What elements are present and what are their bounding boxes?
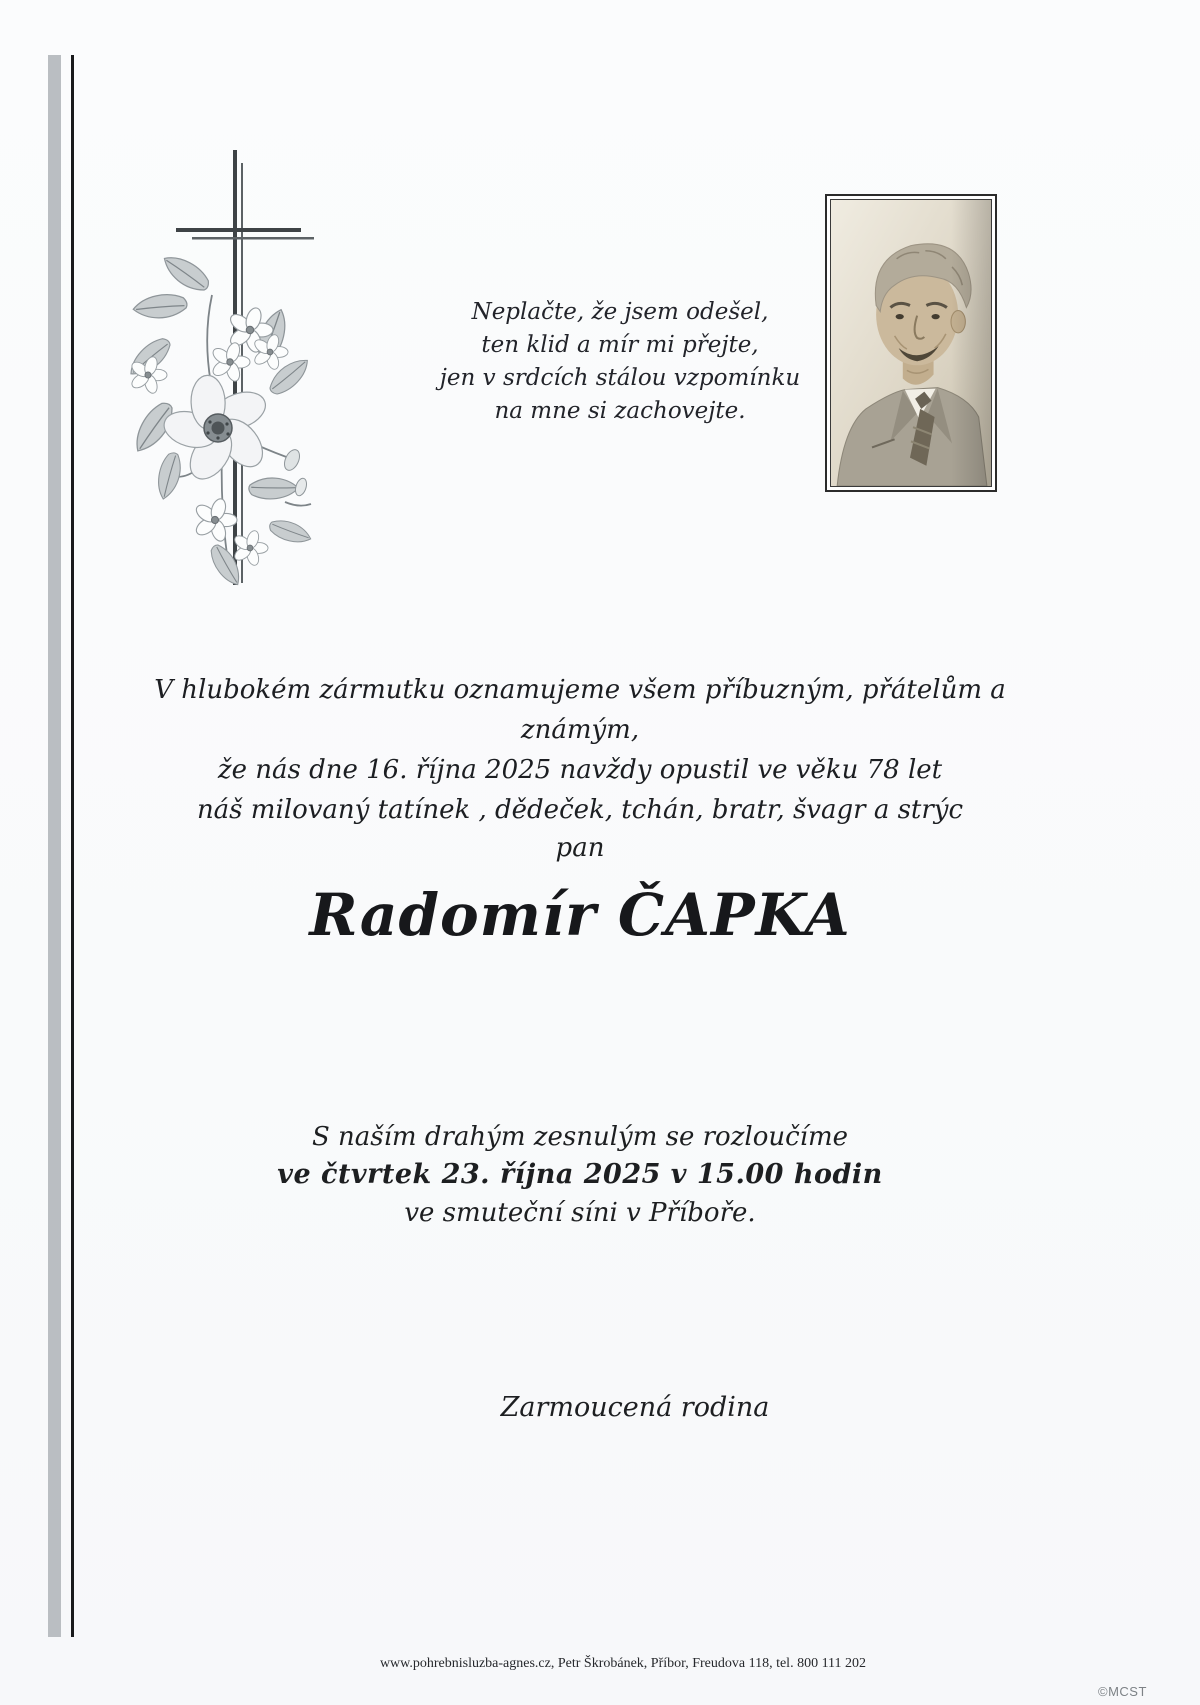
announcement-line: V hlubokém zármutku oznamujeme všem příbuzným, přátelům a známým,: [154, 675, 1006, 745]
left-accent-bar-black: [71, 55, 74, 1637]
farewell-place: ve smuteční síni v Příboře.: [404, 1198, 756, 1228]
copyright-mark: ©MCST: [1098, 1684, 1147, 1699]
deceased-portrait: [825, 194, 997, 492]
left-accent-bar-gray: [48, 55, 61, 1637]
quote-line: jen v srdcích stálou vzpomínku: [439, 365, 801, 391]
announcement-text: [140, 670, 1020, 830]
announcement-line: náš milovaný tatínek , dědeček, tchán, bratr, švagr a strýc: [196, 795, 964, 825]
deceased-name: Radomír ČAPKA: [309, 881, 851, 949]
family-signature: Zarmoucená rodina: [500, 1392, 770, 1423]
quote-verse: [400, 296, 840, 428]
salutation: pan: [555, 833, 605, 863]
quote-line: ten klid a mír mi přejte,: [481, 332, 759, 358]
farewell-date-time: ve čtvrtek 23. října 2025 v 15.00 hodin: [277, 1159, 883, 1190]
quote-line: na mne si zachovejte.: [494, 398, 746, 424]
elderly-man-photo-icon: [830, 199, 992, 487]
funeral-home-footer: www.pohrebnisluzba-agnes.cz, Petr Škrobánek, Příbor, Freudova 118, tel. 800 111 202: [379, 1656, 867, 1671]
quote-line: Neplačte, že jsem odešel,: [471, 299, 769, 325]
announcement-line: že nás dne 16. října 2025 navždy opustil ve věku 78 let: [217, 755, 943, 785]
cross-and-flowers-icon: [100, 130, 340, 590]
farewell-line: S naším drahým zesnulým se rozloučíme: [311, 1122, 849, 1152]
farewell-info: [140, 1118, 1020, 1232]
